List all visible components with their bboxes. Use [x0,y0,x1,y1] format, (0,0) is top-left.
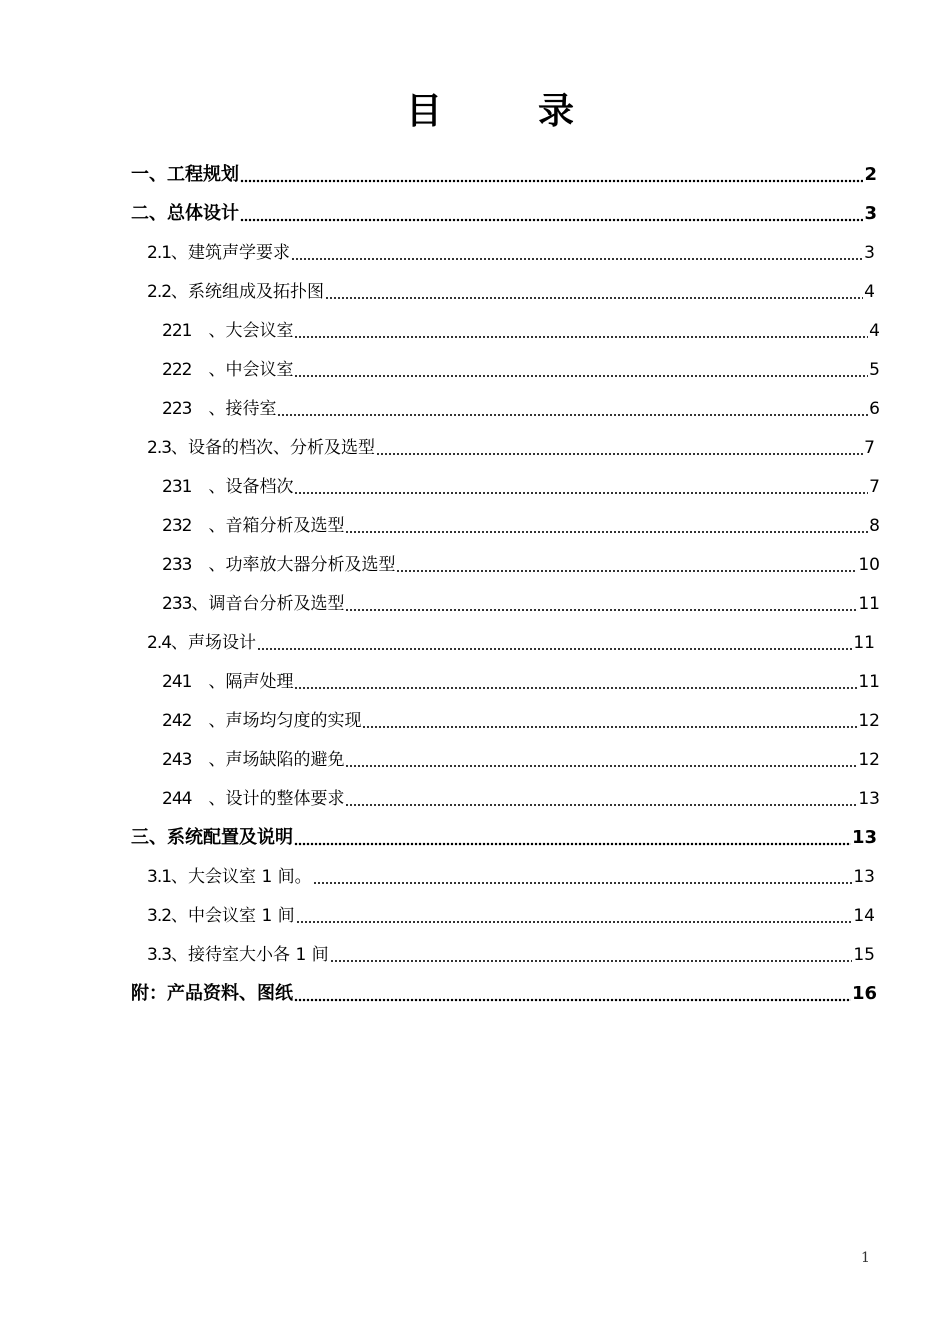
toc-entry-text: 二、总体设计 [131,203,239,224]
toc-entry-3[interactable] [131,824,877,852]
dot-leader [345,803,857,807]
toc-entry-page: 12 [858,711,880,731]
dot-leader [291,257,863,261]
dot-leader [345,764,857,768]
dot-leader [345,608,857,612]
toc-entry-text: 大会议室 [225,321,294,341]
toc-entry-2-4-3[interactable] [162,746,880,774]
toc-entry-2-3-2[interactable] [162,512,880,540]
toc-entry-2-2-1[interactable] [162,317,880,345]
toc-entry-page: 4 [869,321,880,341]
toc-entry-text: 三、系统配置及说明 [131,827,293,848]
toc-entry-separator: 、 [171,906,189,926]
toc-entry-page: 11 [853,633,875,653]
toc-entry-appendix[interactable] [131,980,877,1008]
toc-entry-number: 2.1 [147,243,172,263]
toc-entry-text: 设备档次 [225,477,294,497]
toc-entry-page: 3 [864,203,877,224]
toc-entry-separator: 、 [191,477,226,497]
toc-entry-separator: 、 [191,555,226,575]
toc-entry-2-2-3[interactable] [162,395,880,423]
toc-entry-number: 2.4 [147,633,172,653]
dot-leader [345,530,868,534]
toc-entry-separator: 、 [171,867,189,887]
toc-entry-text: 中会议室 [225,360,294,380]
toc-entry-text: 声场设计 [188,633,257,653]
toc-entry-2-3-1[interactable] [162,473,880,501]
toc-entry-text: 附：产品资料、图纸 [131,983,293,1004]
toc-entry-separator: 、 [171,633,189,653]
toc-entry-text: 建筑声学要求 [188,243,291,263]
toc-entry-page: 11 [858,594,880,614]
toc-entry-page: 8 [869,516,880,536]
toc-entry-number: 233 [162,594,192,614]
toc-entry-page: 5 [869,360,880,380]
toc-entry-text: 接待室大小各 1 间 [188,945,329,965]
toc-entry-number: 3.2 [147,906,172,926]
dot-leader [313,881,853,885]
dot-leader [257,647,852,651]
toc-entry-number: 232 [162,516,192,536]
dot-leader [240,218,863,222]
toc-entry-text: 隔声处理 [225,672,294,692]
toc-entry-separator: 、 [191,672,226,692]
toc-entry-2-1[interactable] [147,239,875,267]
dot-leader [294,335,868,339]
toc-entry-3-1[interactable] [147,863,875,891]
toc-entry-2-2-2[interactable] [162,356,880,384]
toc-entry-number: 3.1 [147,867,172,887]
toc-entry-separator: 、 [171,945,189,965]
dot-leader [294,998,851,1002]
toc-entry-2-4-1[interactable] [162,668,880,696]
toc-entry-text: 接待室 [225,399,277,419]
dot-leader [240,179,863,183]
toc-entry-text: 设备的档次、分析及选型 [188,438,376,458]
toc-entry-number: 241 [162,672,192,692]
toc-entry-page: 4 [864,282,875,302]
toc-entry-number: 2.2 [147,282,172,302]
toc-entry-page: 3 [864,243,875,263]
toc-entry-number: 223 [162,399,192,419]
toc-entry-separator: 、 [191,750,226,770]
toc-entry-separator: 、 [191,360,226,380]
toc-entry-number: 2.3 [147,438,172,458]
toc-entry-number: 3.3 [147,945,172,965]
dot-leader [294,686,857,690]
page-number: 1 [861,1250,870,1266]
toc-entry-text: 音箱分析及选型 [225,516,345,536]
toc-entry-number: 222 [162,360,192,380]
toc-entry-text: 功率放大器分析及选型 [225,555,396,575]
dot-leader [330,959,853,963]
dot-leader [294,374,868,378]
dot-leader [325,296,863,300]
toc-entry-page: 7 [869,477,880,497]
toc-entry-2-3[interactable] [147,434,875,462]
toc-entry-separator: 、 [191,399,226,419]
toc-entry-2[interactable] [131,200,877,228]
toc-entry-2-2[interactable] [147,278,875,306]
toc-entry-separator: 、 [191,711,226,731]
toc-entry-2-3-3[interactable] [162,551,880,579]
toc-entry-page: 12 [858,750,880,770]
toc-entry-separator: 、 [171,243,189,263]
toc-entry-2-4-2[interactable] [162,707,880,735]
dot-leader [294,491,868,495]
toc-entry-number: 231 [162,477,192,497]
dot-leader [277,413,868,417]
toc-entry-separator: 、 [191,594,209,614]
toc-entry-separator: 、 [191,321,226,341]
toc-entry-number: 233 [162,555,192,575]
toc-entry-page: 13 [853,867,875,887]
toc-entry-text: 声场缺陷的避免 [225,750,345,770]
toc-entry-page: 13 [858,789,880,809]
toc-entry-text: 调音台分析及选型 [208,594,345,614]
toc-entry-page: 2 [864,164,877,185]
toc-entry-separator: 、 [191,789,226,809]
toc-entry-number: 242 [162,711,192,731]
dot-leader [376,452,863,456]
toc-entry-number: 221 [162,321,192,341]
toc-entry-2-4-4[interactable] [162,785,880,813]
toc-entry-2-4[interactable] [147,629,875,657]
dot-leader [296,920,853,924]
dot-leader [294,842,851,846]
toc-entry-text: 声场均匀度的实现 [225,711,362,731]
toc-entry-3-3[interactable] [147,941,875,969]
toc-entry-number: 243 [162,750,192,770]
toc-entry-page: 10 [858,555,880,575]
toc-title: 目 录 [405,91,604,132]
toc-entry-text: 设计的整体要求 [225,789,345,809]
toc-entry-page: 11 [858,672,880,692]
toc-entry-text: 一、工程规划 [131,164,239,185]
toc-entry-separator: 、 [171,282,189,302]
toc-entry-separator: 、 [191,516,226,536]
toc-entry-text: 系统组成及拓扑图 [188,282,325,302]
toc-entry-3-2[interactable] [147,902,875,930]
toc-entry-page: 16 [851,983,877,1004]
toc-entry-page: 7 [864,438,875,458]
dot-leader [362,725,857,729]
toc-entry-page: 14 [853,906,875,926]
dot-leader [396,569,857,573]
toc-entry-page: 6 [869,399,880,419]
toc-entry-text: 大会议室 1 间。 [188,867,312,887]
toc-entry-1[interactable] [131,161,877,189]
toc-entry-separator: 、 [171,438,189,458]
toc-entry-page: 15 [853,945,875,965]
toc-entry-text: 中会议室 1 间 [188,906,295,926]
toc-entry-number: 244 [162,789,192,809]
toc-entry-2-3-3b[interactable] [162,590,880,618]
toc-entry-page: 13 [851,827,877,848]
